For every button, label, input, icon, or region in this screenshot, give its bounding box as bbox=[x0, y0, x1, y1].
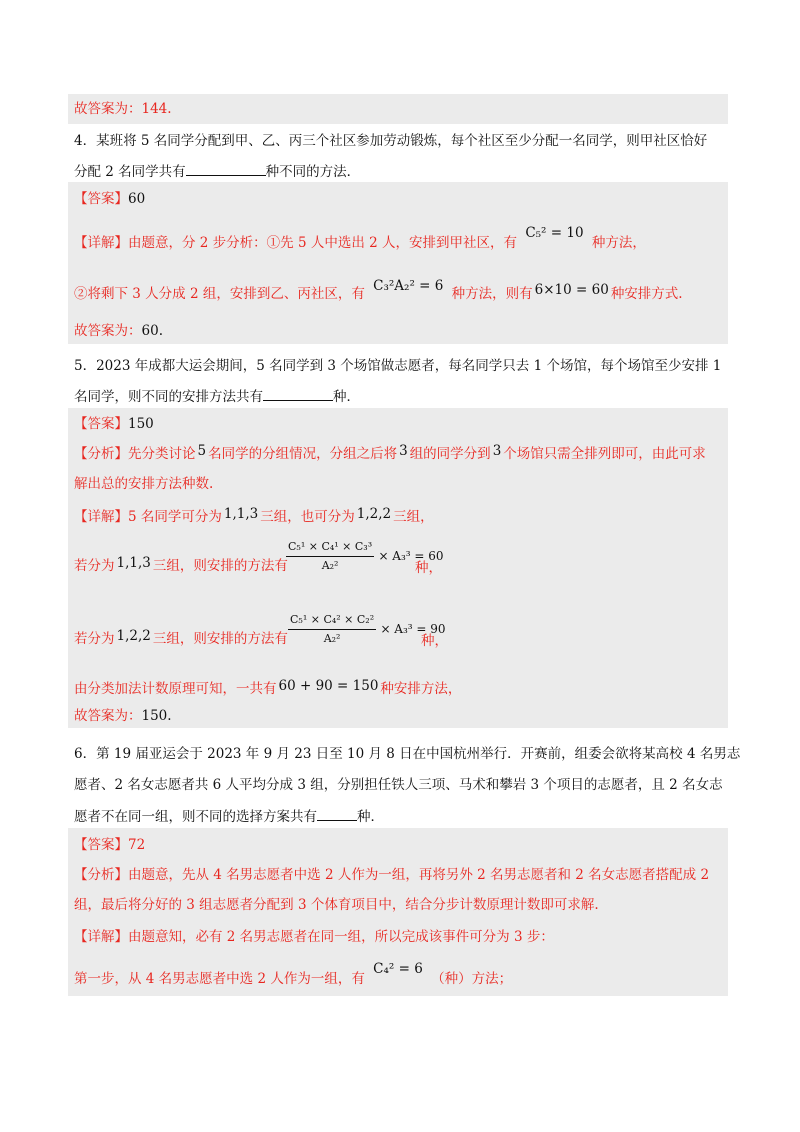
formula-tail: × A₃³ = 90 bbox=[380, 622, 446, 636]
sum-text: 由分类加法计数原理可知，一共有 bbox=[74, 681, 277, 697]
q5-case-2 bbox=[74, 630, 288, 648]
q6-stem-line-3 bbox=[74, 806, 384, 826]
answer-blank bbox=[317, 806, 357, 821]
analysis-text: 名同学的分组情况，分组之后将 bbox=[208, 446, 398, 462]
detail-text: 三组， bbox=[393, 509, 434, 525]
final-label: 故答案为： bbox=[74, 323, 142, 339]
detail-label: 【详解】 bbox=[74, 235, 128, 251]
q4-detail-line-2 bbox=[74, 278, 683, 303]
q6-analysis-line-2: 组，最后将分好的 3 组志愿者分配到 3 个体育项目中，结合分步计数原理计数即可求解. bbox=[74, 897, 599, 913]
final-value: 150 bbox=[141, 708, 168, 724]
analysis-text: 组的同学分到 bbox=[409, 446, 491, 462]
number: 5 bbox=[197, 443, 207, 459]
final-label: 故答案为： bbox=[74, 708, 142, 724]
q5-analysis-line-1 bbox=[74, 445, 706, 463]
detail-text: 种安排方式. bbox=[610, 286, 683, 302]
case-text: 三组，则安排的方法有 bbox=[152, 631, 288, 647]
q5-stem-line-1: 5．2023 年成都大运会期间，5 名同学到 3 个场馆做志愿者，每名同学只去 1 个场馆，每个场馆至少安排 1 bbox=[74, 358, 722, 374]
denominator: A₂² bbox=[321, 559, 339, 572]
q4-stem-text: 分配 2 名同学共有 bbox=[74, 164, 186, 180]
final-punct: . bbox=[158, 323, 163, 339]
numerator: C₅¹ × C₄² × C₂² bbox=[288, 611, 376, 630]
detail-label: 【详解】 bbox=[74, 509, 128, 525]
q5-case-2-end: 种， bbox=[421, 633, 448, 649]
step-text: 第一步，从 4 名男志愿者中选 2 人作为一组，有 bbox=[74, 971, 365, 987]
answer-blank bbox=[263, 386, 333, 401]
answer-label: 【答案】 bbox=[74, 191, 128, 207]
fraction bbox=[286, 538, 374, 575]
numerator: C₅¹ × C₄¹ × C₃³ bbox=[286, 538, 374, 557]
analysis-label: 【分析】 bbox=[74, 446, 128, 462]
q6-stem-text: 愿者不在同一组，则不同的选择方案共有 bbox=[74, 809, 317, 825]
q5-answer bbox=[74, 415, 154, 433]
formula-tail: × A₃³ = 60 bbox=[378, 549, 444, 563]
analysis-text: 先分类讨论 bbox=[128, 446, 196, 462]
detail-text: ②将剩下 3 人分成 2 组，安排到乙、丙社区，有 bbox=[74, 286, 365, 302]
q5-stem-text: 名同学，则不同的安排方法共有 bbox=[74, 389, 263, 405]
fraction bbox=[288, 611, 376, 648]
q5-analysis-line-2: 解出总的安排方法种数. bbox=[74, 476, 214, 492]
q6-step-1 bbox=[74, 961, 513, 988]
analysis-text: 个场馆只需全排列即可，由此可求 bbox=[503, 446, 706, 462]
q5-stem-line-2 bbox=[74, 386, 360, 406]
detail-text: 由题意知，必有 2 名男志愿者在同一组，所以完成该事件可分为 3 步： bbox=[128, 929, 554, 945]
denominator: A₂² bbox=[323, 632, 341, 645]
q5-case-1 bbox=[74, 557, 288, 575]
answer-value: 150 bbox=[128, 416, 154, 432]
answer-box-q4 bbox=[68, 182, 728, 344]
sum-text: 种安排方法， bbox=[380, 681, 462, 697]
step-text: （种）方法； bbox=[431, 971, 513, 987]
q4-stem-line-2 bbox=[74, 161, 360, 181]
answer-value: 72 bbox=[128, 837, 146, 853]
q4-stem-line-1: 4．某班将 5 名同学分配到甲、乙、丙三个社区参加劳动锻炼，每个社区至少分配一名同学，则甲社区恰好 bbox=[74, 133, 708, 149]
case-text: 若分为 bbox=[74, 558, 115, 574]
detail-text: 三组，也可分为 bbox=[260, 509, 355, 525]
q5-case-1-end: 种， bbox=[415, 560, 442, 576]
q5-stem-text-end: 种． bbox=[333, 389, 360, 405]
q5-final bbox=[74, 707, 172, 725]
answer-label: 【答案】 bbox=[74, 416, 128, 432]
formula: C₅² = 10 bbox=[525, 225, 584, 241]
q6-stem-text-end: 种． bbox=[357, 809, 384, 825]
q4-final bbox=[74, 322, 163, 340]
final-punct: . bbox=[167, 708, 172, 724]
detail-text: 由题意，分 2 步分析：①先 5 人中选出 2 人，安排到甲社区，有 bbox=[128, 235, 518, 251]
q6-analysis-line-1 bbox=[74, 866, 709, 884]
number: 3 bbox=[492, 443, 502, 459]
q4-stem-text-end: 种不同的方法． bbox=[265, 164, 361, 180]
number: 3 bbox=[399, 443, 408, 459]
formula: 6×10 = 60 bbox=[534, 282, 609, 298]
q6-stem-line-1: 6．第 19 届亚运会于 2023 年 9 月 23 日至 10 月 8 日在中国杭州举行．开赛前，组委会欲将某高校 4 名男志 bbox=[74, 746, 741, 762]
analysis-text: 由题意，先从 4 名男志愿者中选 2 人作为一组，再将另外 2 名男志愿者和 2 名女志愿者搭配成 2 bbox=[128, 867, 710, 883]
q5-sum-line bbox=[74, 680, 461, 698]
analysis-label: 【分析】 bbox=[74, 867, 128, 883]
detail-label: 【详解】 bbox=[74, 929, 128, 945]
q6-detail-line-1 bbox=[74, 928, 554, 946]
q6-stem-line-2: 愿者、2 名女志愿者共 6 人平均分成 3 组，分别担任铁人三项、马术和攀岩 3 个项目的志愿者，且 2 名女志 bbox=[74, 777, 723, 793]
case-text: 若分为 bbox=[74, 631, 115, 647]
answer-value: 60 bbox=[128, 191, 146, 207]
detail-text: 种方法，则有 bbox=[451, 286, 533, 302]
q5-detail-line-1 bbox=[74, 508, 434, 526]
final-value: 60 bbox=[141, 323, 159, 339]
formula: 1,1,3 bbox=[223, 506, 259, 522]
q3-final-answer: 故答案为：144. bbox=[74, 101, 172, 117]
detail-text: 种方法， bbox=[591, 235, 646, 251]
formula: C₃²A₂² = 6 bbox=[373, 278, 444, 294]
q4-answer bbox=[74, 190, 145, 208]
formula: 1,1,3 bbox=[116, 555, 151, 571]
case-text: 三组，则安排的方法有 bbox=[152, 558, 288, 574]
formula: 1,2,2 bbox=[116, 628, 151, 644]
q6-answer bbox=[74, 836, 145, 854]
formula: C₄² = 6 bbox=[373, 961, 423, 977]
answer-blank bbox=[186, 161, 266, 176]
answer-label: 【答案】 bbox=[74, 837, 128, 853]
formula: 60 + 90 = 150 bbox=[278, 678, 379, 694]
q4-detail-line-1 bbox=[74, 225, 646, 252]
detail-text: 5 名同学可分为 bbox=[128, 509, 222, 525]
formula: 1,2,2 bbox=[356, 506, 392, 522]
